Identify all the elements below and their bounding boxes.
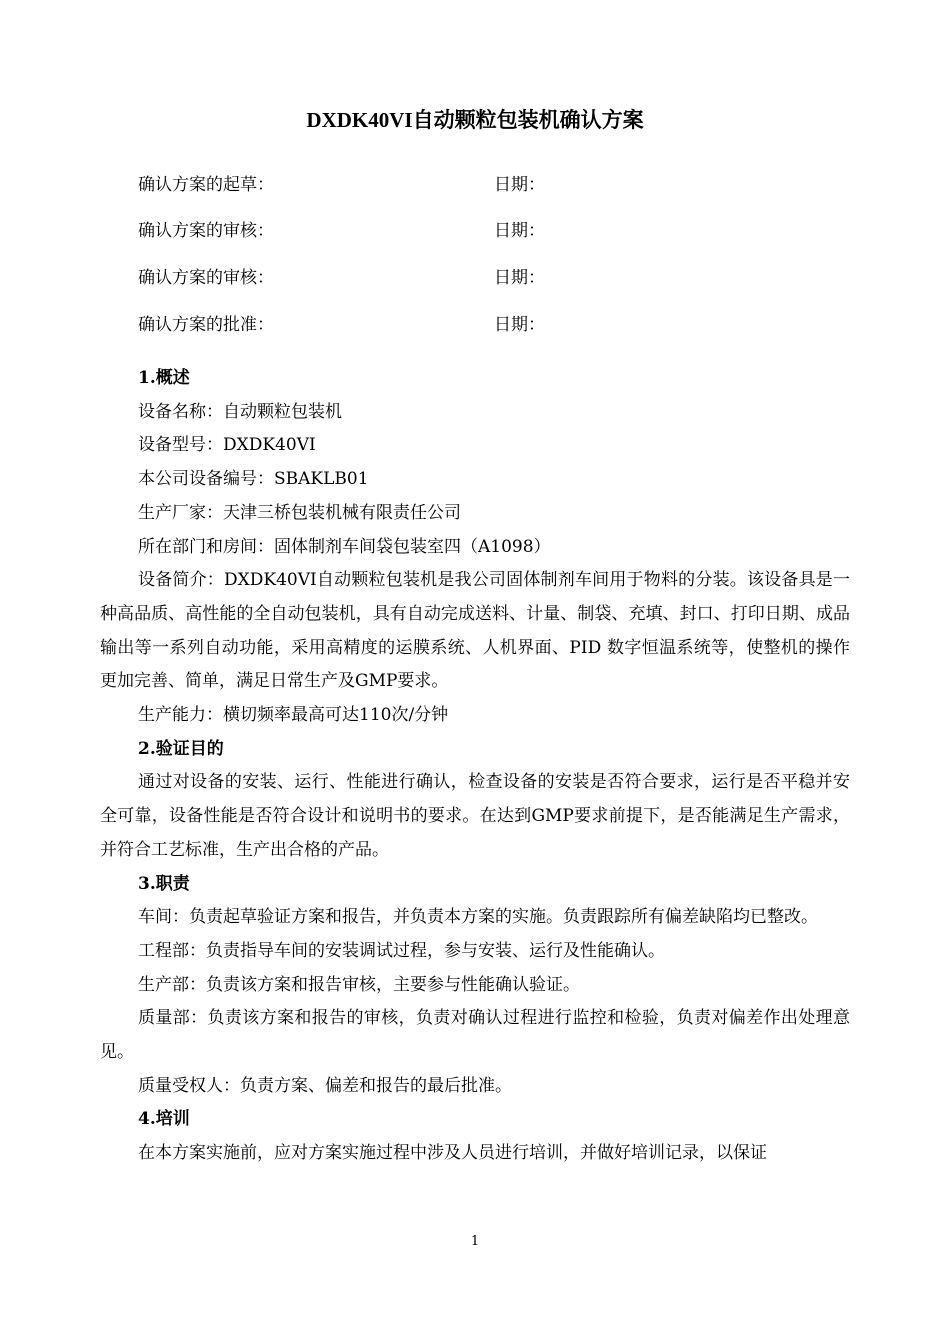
- signature-label: 确认方案的审核：: [138, 221, 274, 241]
- equipment-name: 设备名称：自动颗粒包装机: [138, 401, 342, 422]
- section-heading-training: 4.培训: [138, 1109, 190, 1130]
- equipment-intro: 设备简介：DXDK40VI自动颗粒包装机是我公司固体制剂车间用于物料的分装。该设备具是一种高品质、高性能的全自动包装机，具有自动完成送料、计量、制袋、充填、封口、打印日期、成品输出等一系列自动功能，采用高精度的运膜系统、人机界面、PID 数字恒温系统等，使整机的操作更加完善、简单，满足日常生产及GMP要求。: [100, 570, 850, 692]
- signature-label: 确认方案的起草：: [138, 175, 274, 195]
- signature-row-draft: [138, 170, 838, 200]
- signature-date: 日期：: [494, 175, 545, 195]
- responsibility-workshop: 车间：负责起草验证方案和报告，并负责本方案的实施。负责跟踪所有偏差缺陷均已整改。: [138, 907, 818, 928]
- document-body: [100, 362, 850, 1171]
- signature-label: 确认方案的审核：: [138, 268, 274, 288]
- equipment-code: 本公司设备编号：SBAKLB01: [138, 469, 369, 490]
- section-heading-responsibilities: 3.职责: [138, 873, 190, 894]
- signature-row-approval: [138, 310, 838, 340]
- purpose-text: 通过对设备的安装、运行、性能进行确认，检查设备的安装是否符合要求，运行是否平稳并安全可靠，设备性能是否符合设计和说明书的要求。在达到GMP要求前提下，是否能满足生产需求，并符合工艺标准，生产出合格的产品。: [100, 772, 850, 860]
- responsibility-production: 生产部：负责该方案和报告审核，主要参与性能确认验证。: [138, 974, 580, 995]
- signature-date: 日期：: [494, 221, 545, 241]
- responsibility-engineering: 工程部：负责指导车间的安装调试过程，参与安装、运行及性能确认。: [138, 940, 665, 961]
- equipment-capacity: 生产能力：横切频率最高可达110次/分钟: [138, 705, 449, 726]
- equipment-room: 所在部门和房间：固体制剂车间袋包装室四（A1098）: [138, 536, 551, 557]
- section-heading-purpose: 2.验证目的: [138, 738, 224, 759]
- signature-date: 日期：: [494, 315, 545, 335]
- training-text: 在本方案实施前，应对方案实施过程中涉及人员进行培训，并做好培训记录，以保证: [138, 1143, 767, 1164]
- responsibility-qp: 质量受权人：负责方案、偏差和报告的最后批准。: [138, 1075, 512, 1096]
- section-heading-overview: 1.概述: [138, 368, 190, 388]
- signature-row-review-1: [138, 216, 838, 246]
- signature-label: 确认方案的批准：: [138, 315, 274, 335]
- document-title: DXDK40VI自动颗粒包装机确认方案: [306, 108, 644, 132]
- equipment-maker: 生产厂家：天津三桥包装机械有限责任公司: [138, 502, 461, 523]
- signature-row-review-2: [138, 263, 838, 293]
- page-number: 1: [470, 1234, 480, 1249]
- responsibility-quality: 质量部：负责该方案和报告的审核，负责对确认过程进行监控和检验，负责对偏差作出处理意见。: [100, 1008, 850, 1063]
- equipment-model: 设备型号：DXDK40VI: [138, 435, 316, 456]
- signature-date: 日期：: [494, 268, 545, 288]
